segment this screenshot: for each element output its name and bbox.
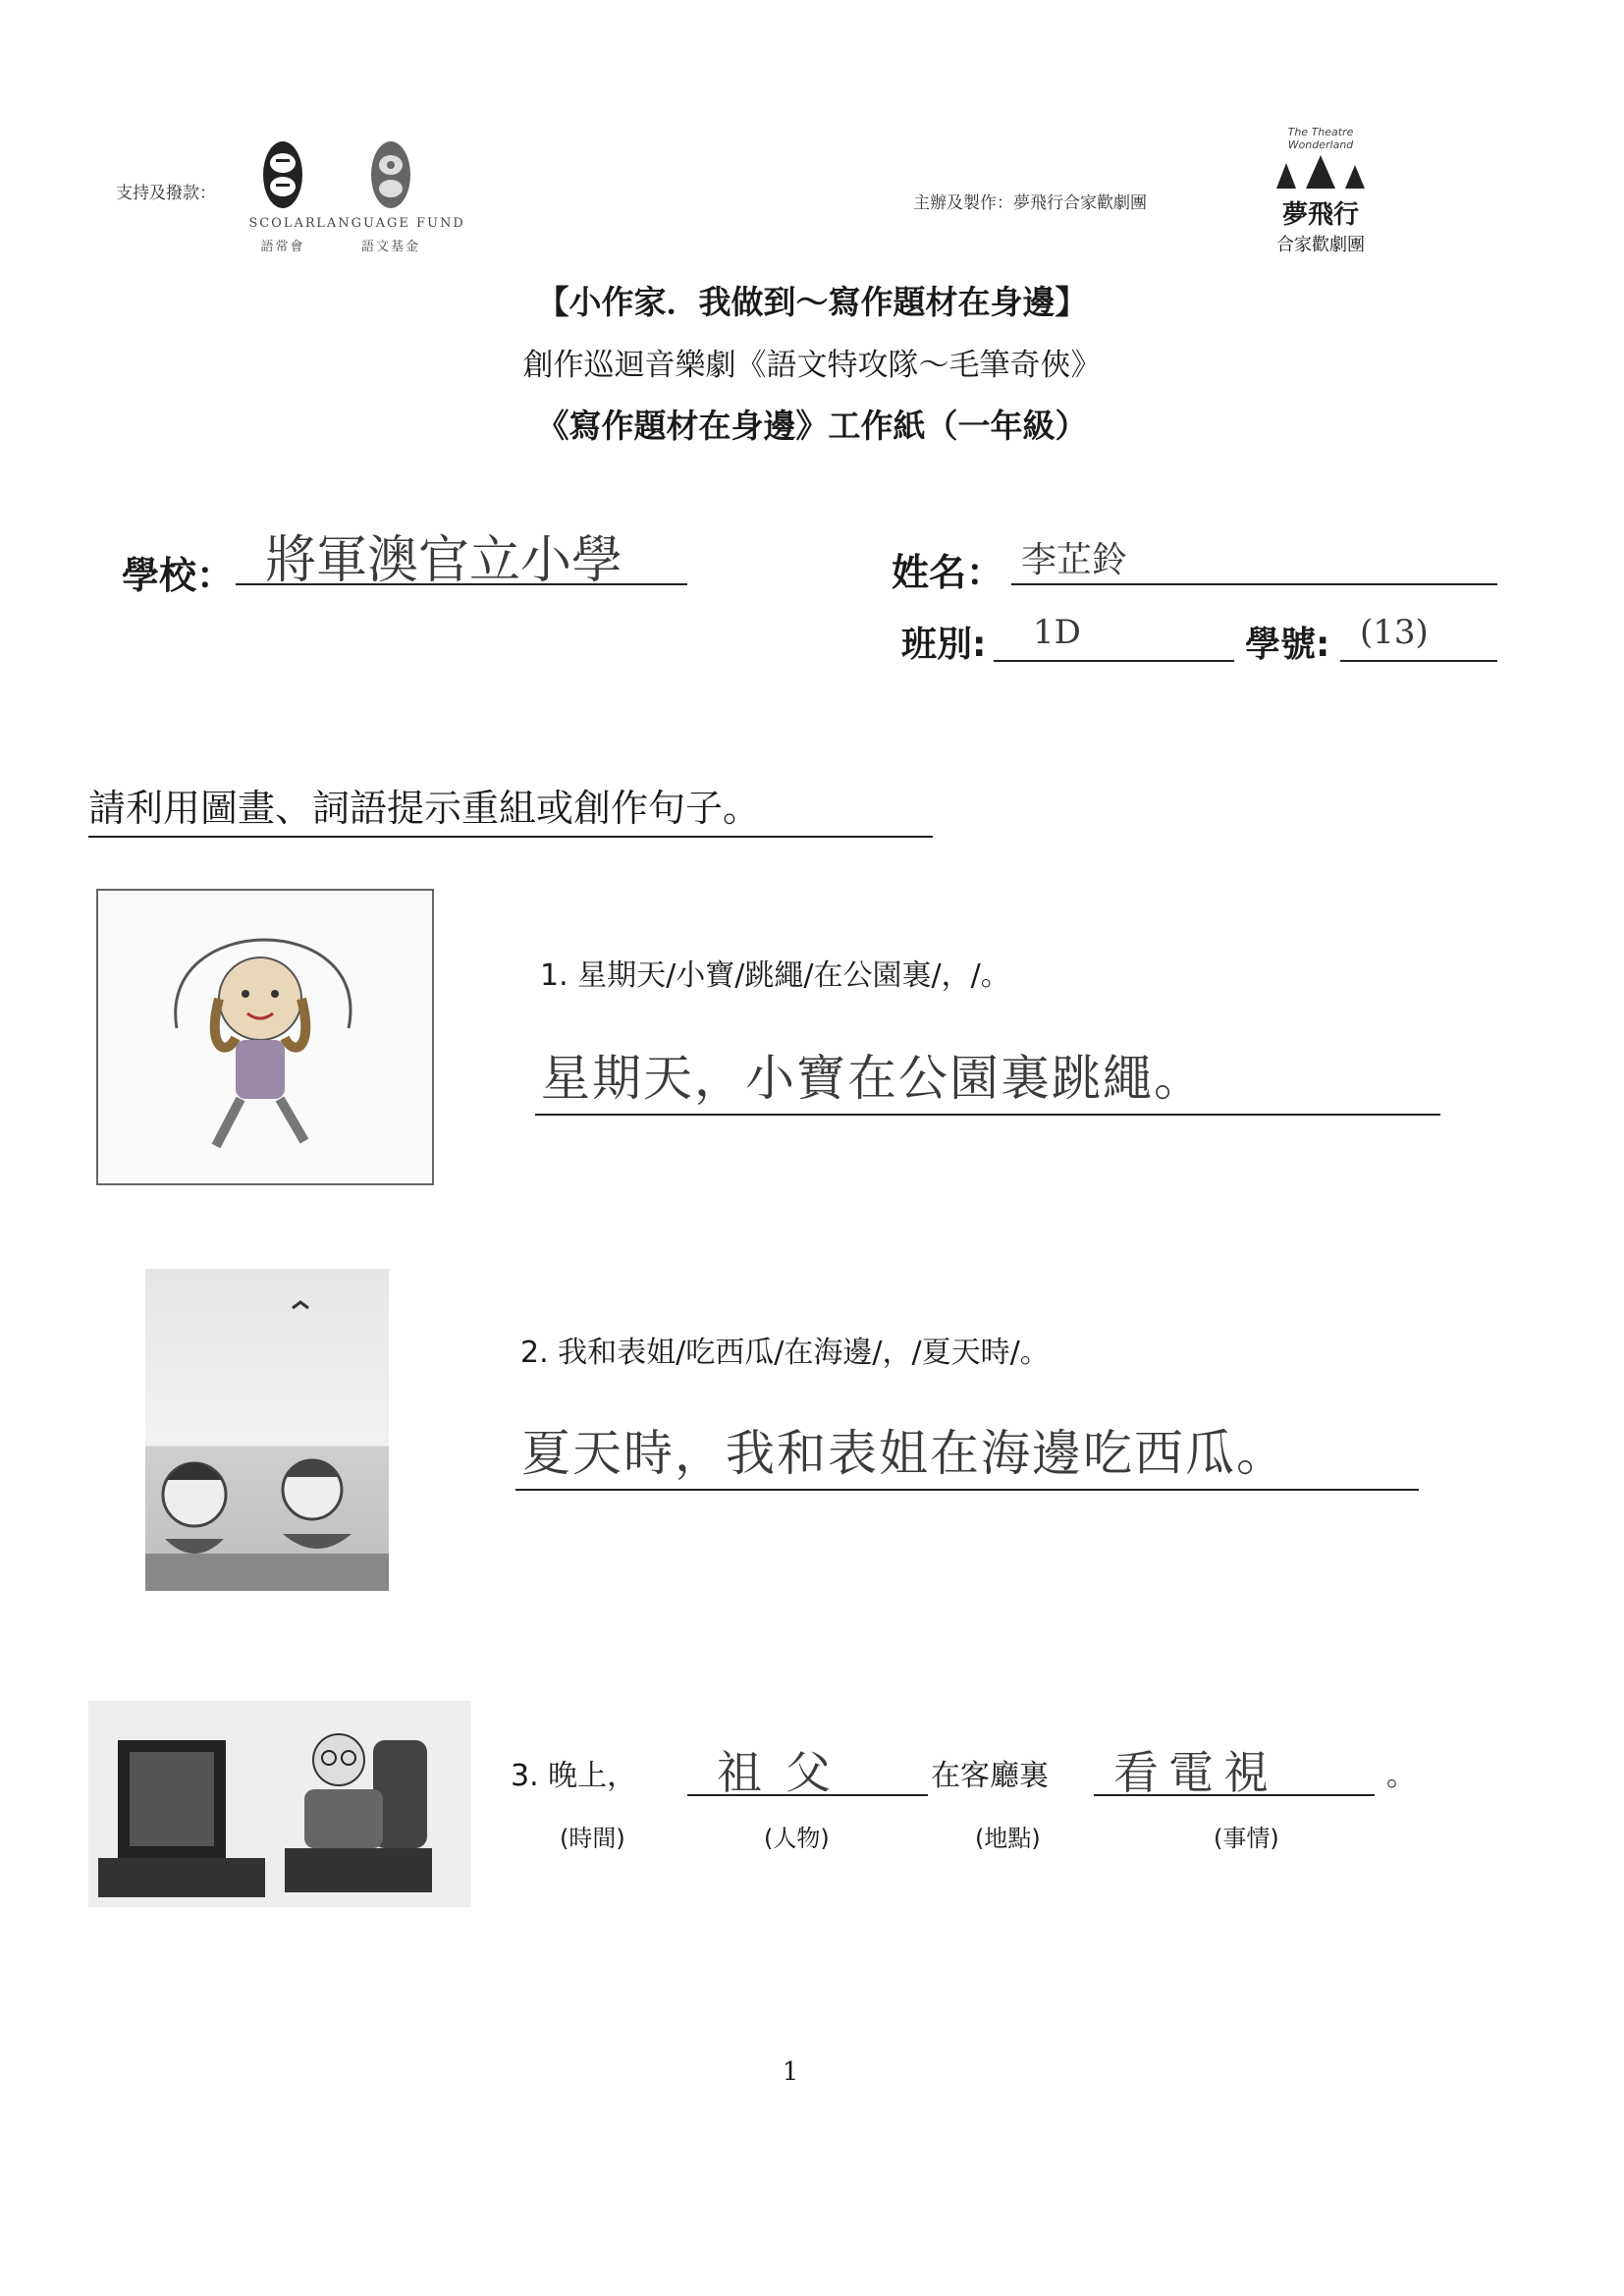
scolar-logo	[244, 136, 322, 218]
question-1-prompt: 1. 星期天/小寶/跳繩/在公園裏/，/。	[540, 958, 1010, 993]
school-value: 將軍澳官立小學	[265, 531, 623, 590]
castle-icon	[1257, 151, 1384, 191]
number-label: 學號:	[1245, 625, 1330, 665]
question-2-answer-line[interactable]	[515, 1406, 1419, 1491]
question-3-blank-person-value: 祖父	[717, 1746, 854, 1799]
school-field[interactable]	[236, 519, 687, 590]
title-line-1: 【小作家．我做到～寫作題材在身邊】	[536, 283, 1088, 321]
question-3-prompt-end: 。	[1386, 1759, 1416, 1793]
picture-grandpa-watching-tv	[88, 1701, 471, 1907]
instruction: 請利用圖畫、詞語提示重組或創作句子。	[88, 778, 933, 838]
scolar-en: SCOLAR	[248, 216, 317, 231]
question-1-answer-line[interactable]	[535, 1033, 1440, 1116]
fund-zh: 語文基金	[360, 240, 420, 254]
language-fund-logo-icon	[352, 136, 430, 214]
scolar-zh: 語常會	[260, 240, 305, 254]
hint-person: (人物)	[764, 1825, 830, 1852]
question-2-answer: 夏天時，我和表姐在海邊吃西瓜。	[521, 1425, 1287, 1482]
scolar-logo-icon	[244, 136, 322, 214]
fund-en: LANGUAGE FUND	[316, 216, 465, 231]
organizer-label: 主辦及製作：夢飛行合家歡劇團	[913, 193, 1147, 213]
question-2-prompt: 2. 我和表姐/吃西瓜/在海邊/，/夏天時/。	[520, 1336, 1050, 1370]
hint-place: (地點)	[975, 1825, 1041, 1852]
hint-event: (事情)	[1214, 1825, 1279, 1852]
question-3-blank-person[interactable]	[687, 1743, 928, 1799]
title-line-2: 創作巡迴音樂劇《語文特攻隊～毛筆奇俠》	[522, 348, 1102, 383]
name-value: 李芷鈴	[1021, 540, 1128, 580]
watermelon-children-icon	[145, 1269, 389, 1591]
hint-time: (時間)	[560, 1825, 625, 1852]
theatre-en: The Theatre Wonderland	[1287, 126, 1354, 151]
number-field[interactable]	[1340, 609, 1497, 662]
support-label: 支持及撥款：	[116, 184, 216, 203]
question-3-blank-event-value: 看電視	[1113, 1746, 1278, 1799]
name-field[interactable]	[1011, 530, 1497, 585]
grandpa-tv-icon	[88, 1701, 471, 1907]
girl-skipping-rope-icon	[98, 891, 432, 1183]
question-1-answer: 星期天，小寶在公園裏跳繩。	[541, 1050, 1205, 1107]
theatre-logo	[1257, 126, 1384, 263]
theatre-zh-1: 夢飛行	[1281, 200, 1359, 230]
language-fund-logo	[352, 136, 430, 218]
class-label: 班別:	[901, 625, 987, 665]
school-label: 學校：	[122, 554, 235, 597]
name-label: 姓名：	[892, 551, 1004, 594]
question-3-prompt-start: 3. 晚上，	[511, 1759, 637, 1793]
title-line-3: 《寫作題材在身邊》工作紙（一年級）	[536, 407, 1088, 445]
class-field[interactable]	[994, 609, 1234, 662]
page-number: 1	[782, 2057, 799, 2087]
number-value: (13)	[1360, 613, 1429, 652]
class-value: 1D	[1033, 613, 1081, 652]
picture-girl-skipping-rope	[96, 889, 434, 1185]
picture-children-eating-watermelon	[145, 1269, 389, 1591]
question-3-prompt-mid: 在客廳裏	[931, 1759, 1049, 1793]
theatre-zh-2: 合家歡劇團	[1276, 235, 1365, 255]
question-3-sentence	[511, 1743, 1492, 1812]
question-3-blank-event[interactable]	[1094, 1743, 1375, 1799]
